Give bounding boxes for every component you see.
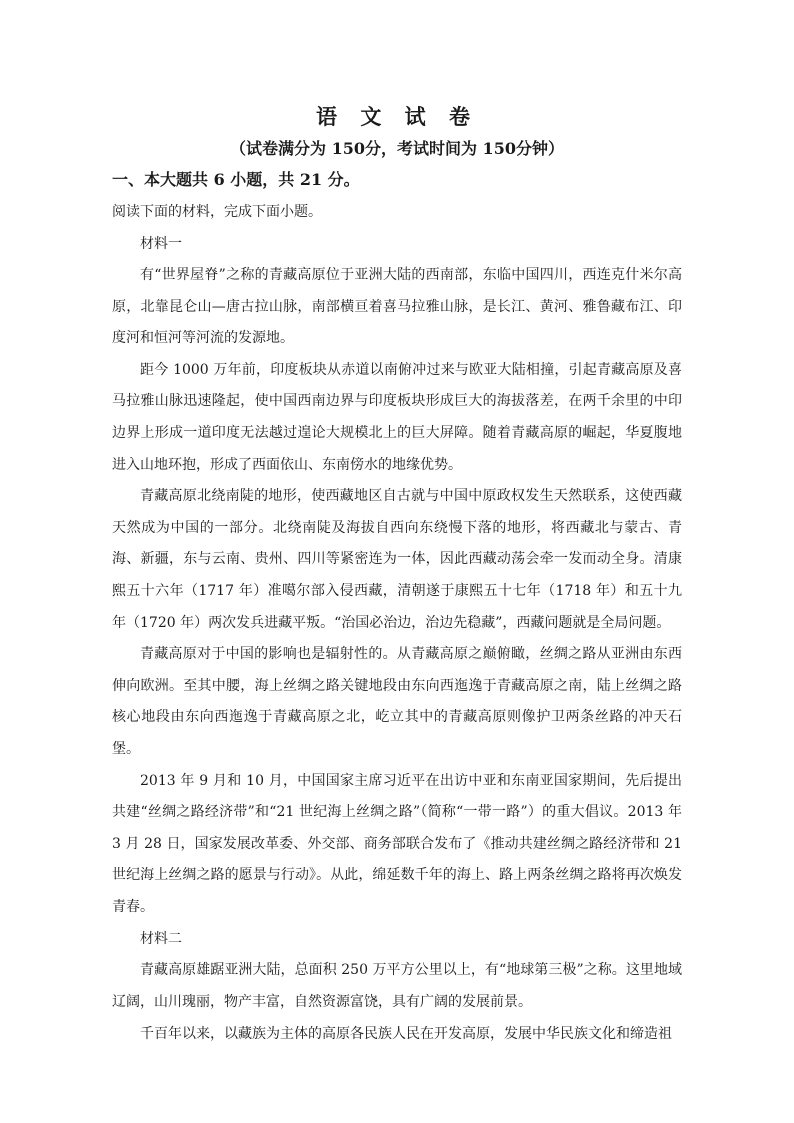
- material-two-label: 材料二: [140, 931, 182, 948]
- material-two-paragraph: 青藏高原雄踞亚洲大陆，总面积 250 万平方公里以上，有“地球第三极”之称。这里地域辽阔，山川瑰丽，物产丰富，自然资源富饶，具有广阔的发展前景。: [112, 962, 682, 1011]
- exam-page: [112, 100, 682, 1050]
- material-one-paragraph: 2013 年 9 月和 10 月，中国国家主席习近平在出访中亚和东南亚国家期间，先后提出共建“丝绸之路经济带”和“21 世纪海上丝绸之路”（简称“一带一路”）的重大倡议。2013 年 3 月 28 日，国家发展改革委、外交部、商务部联合发布了《推动共建丝绸之路经济带和 21 世纪海上丝绸之路的愿景与行动》。从此，绵延数千年的海上、路上两条丝绸之路将再次焕发青春。: [112, 772, 682, 915]
- material-two-paragraph: 千百年以来，以藏族为主体的高原各民族人民在开发高原，发展中华民族文化和缔造祖: [140, 1025, 672, 1042]
- material-one-label: 材料一: [140, 236, 182, 252]
- exam-subtitle: （试卷满分为 150分，考试时间为 150分钟）: [230, 139, 564, 158]
- material-one-paragraph: 青藏高原对于中国的影响也是辐射性的。从青藏高原之巅俯瞰，丝绸之路从亚洲由东西伸向欧洲。至其中腰，海上丝绸之路关键地段由东向西迤逸于青藏高原之南，陆上丝绸之路核心地段由东向西迤逸于青藏高原之北，屹立其中的青藏高原则像护卫两条丝路的冲天石堡。: [112, 646, 682, 757]
- instruction-text: 阅读下面的材料，完成下面小题。: [112, 204, 322, 220]
- exam-title: 语 文 试 卷: [316, 104, 478, 129]
- material-one-paragraph: 距今 1000 万年前，印度板块从赤道以南俯冲过来与欧亚大陆相撞，引起青藏高原及喜马拉雅山脉迅速隆起，使中国西南边界与印度板块形成巨大的海拔落差，在两千余里的中印边界上形成一道印度无法越过遑论大规模北上的巨大屏障。随着青藏高原的崛起，华夏腹地进入山地环抱，形成了西面依山、东南傍水的地缘优势。: [112, 361, 682, 473]
- material-one-paragraph: 有“世界屋脊”之称的青藏高原位于亚洲大陆的西南部，东临中国四川，西连克什米尔高原，北靠昆仑山—唐古拉山脉，南部横亘着喜马拉雅山脉，是长江、黄河、雅鲁藏布江、印度河和恒河等河流的发源地。: [112, 267, 682, 347]
- material-one-paragraph: 青藏高原北绕南陡的地形，使西藏地区自古就与中国中原政权发生天然联系，这使西藏天然成为中国的一部分。北绕南陡及海拔自西向东绕慢下落的地形，将西藏北与蒙古、青海、新疆，东与云南、贵州、四川等紧密连为一体，因此西藏动荡会牵一发而动全身。清康熙五十六年（1717 年）准噶尔部入侵西藏，清朝遂于康熙五十七年（1718 年）和五十九年（1720 年）两次发兵进藏平叛。“治国必治边，治边先稳藏”，西藏问题就是全局问题。: [112, 488, 682, 631]
- section-heading: 一、本大题共 6 小题，共 21 分。: [112, 170, 360, 189]
